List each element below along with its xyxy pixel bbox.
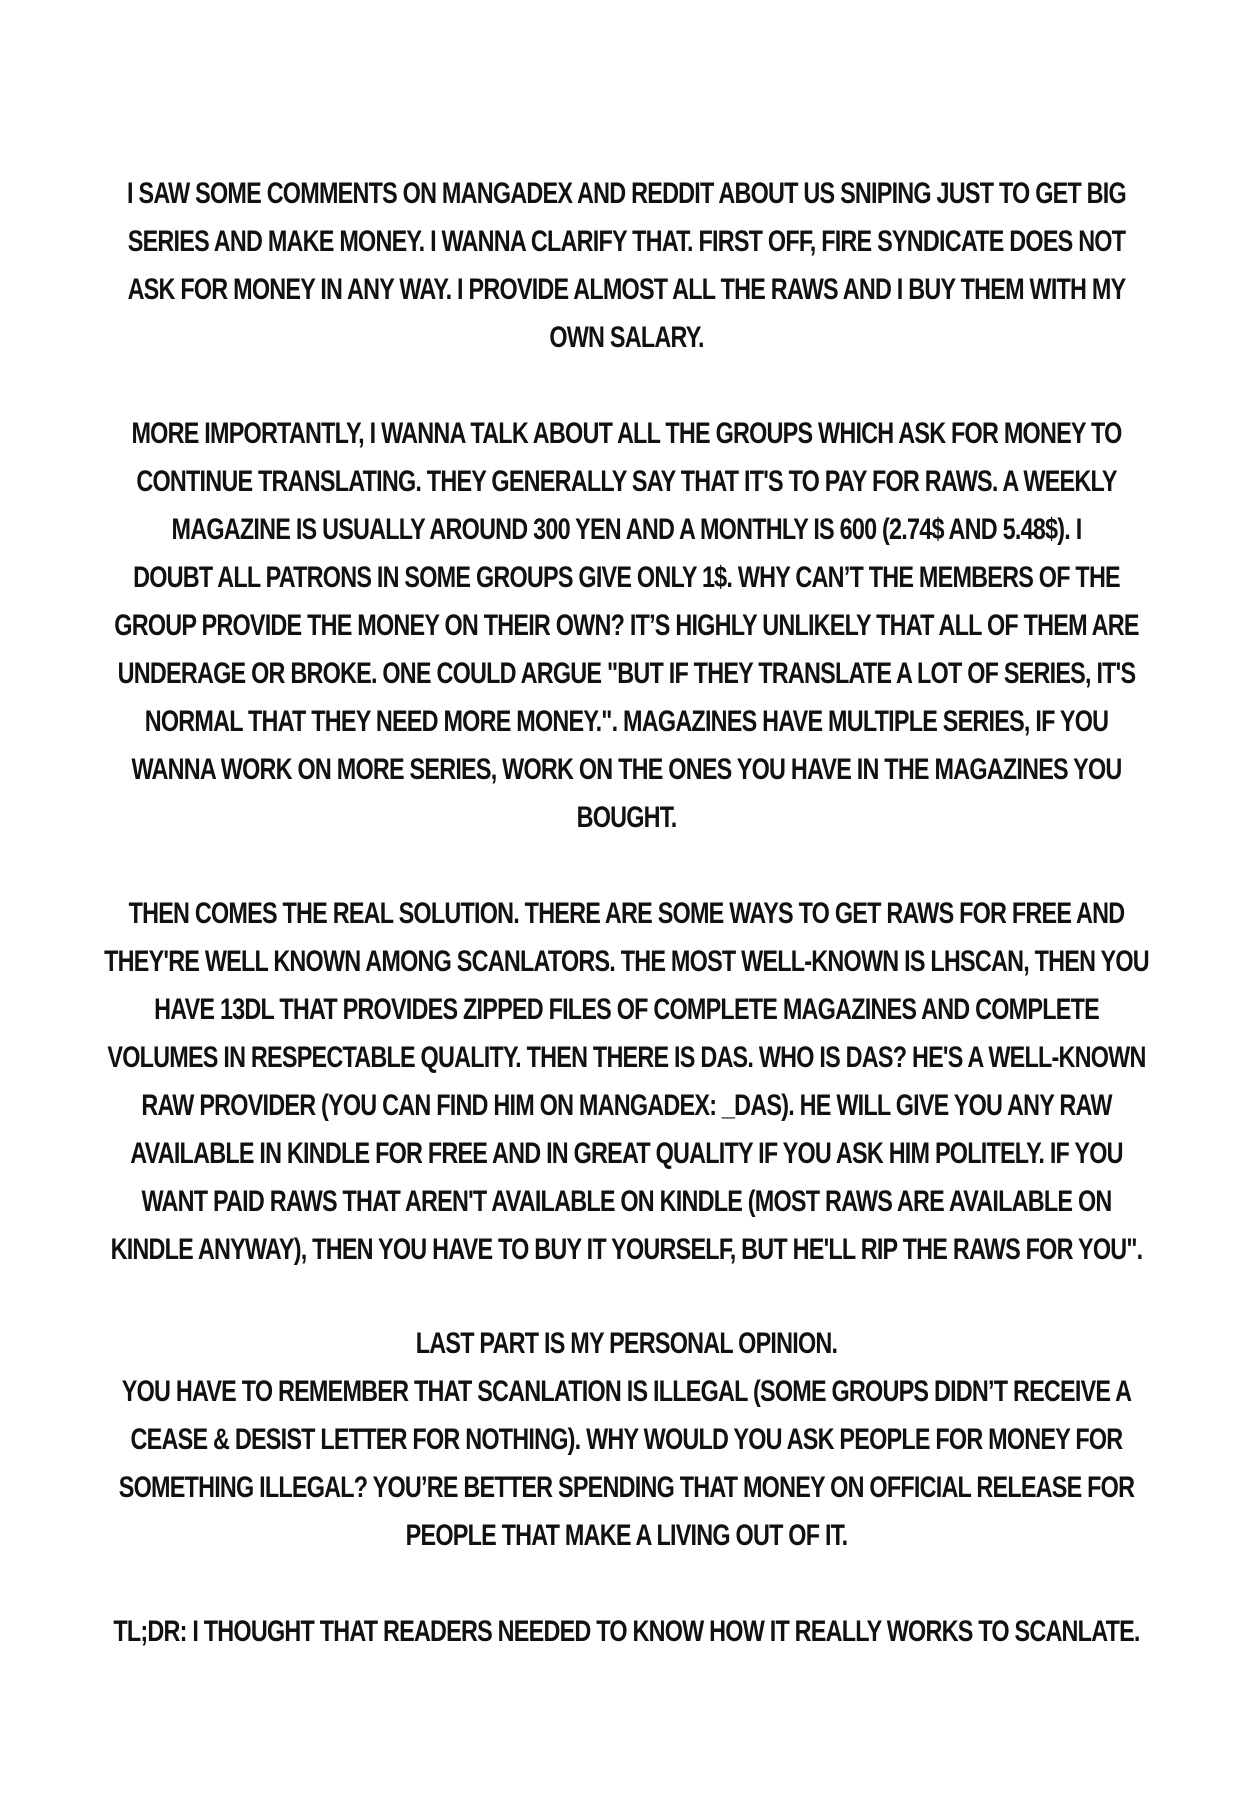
text-line: TL;DR: I THOUGHT THAT READERS NEEDED TO KNOW HOW IT REALLY WORKS TO SCANLATE. xyxy=(113,1615,1140,1648)
text-line: GROUP PROVIDE THE MONEY ON THEIR OWN? IT’S HIGHLY UNLIKELY THAT ALL OF THEM ARE xyxy=(114,609,1139,642)
text-line: CEASE & DESIST LETTER FOR NOTHING). WHY WOULD YOU ASK PEOPLE FOR MONEY FOR xyxy=(130,1423,1123,1456)
text-line: KINDLE ANYWAY), THEN YOU HAVE TO BUY IT YOURSELF, BUT HE'LL RIP THE RAWS FOR YOU". xyxy=(110,1233,1143,1266)
text-line: WANT PAID RAWS THAT AREN'T AVAILABLE ON KINDLE (MOST RAWS ARE AVAILABLE ON xyxy=(141,1185,1112,1218)
text-line: VOLUMES IN RESPECTABLE QUALITY. THEN THERE IS DAS. WHO IS DAS? HE'S A WELL-KNOWN xyxy=(107,1041,1146,1074)
text-line: ASK FOR MONEY IN ANY WAY. I PROVIDE ALMOST ALL THE RAWS AND I BUY THEM WITH MY xyxy=(127,273,1126,306)
paragraph-4 xyxy=(91,1320,1162,1560)
text-line: LAST PART IS MY PERSONAL OPINION. xyxy=(415,1327,838,1360)
text-line: MORE IMPORTANTLY, I WANNA TALK ABOUT ALL THE GROUPS WHICH ASK FOR MONEY TO xyxy=(131,417,1122,450)
text-line: HAVE 13DL THAT PROVIDES ZIPPED FILES OF COMPLETE MAGAZINES AND COMPLETE xyxy=(154,993,1099,1026)
text-line: I SAW SOME COMMENTS ON MANGADEX AND REDDIT ABOUT US SNIPING JUST TO GET BIG xyxy=(127,177,1126,210)
text-line: NORMAL THAT THEY NEED MORE MONEY.". MAGAZINES HAVE MULTIPLE SERIES, IF YOU xyxy=(144,705,1109,738)
text-line: DOUBT ALL PATRONS IN SOME GROUPS GIVE ONLY 1$. WHY CAN’T THE MEMBERS OF THE xyxy=(133,561,1120,594)
text-line: WANNA WORK ON MORE SERIES, WORK ON THE ONES YOU HAVE IN THE MAGAZINES YOU xyxy=(131,753,1122,786)
text-line: CONTINUE TRANSLATING. THEY GENERALLY SAY THAT IT'S TO PAY FOR RAWS. A WEEKLY xyxy=(136,465,1117,498)
paragraph-tldr xyxy=(91,1608,1162,1656)
text-line: PEOPLE THAT MAKE A LIVING OUT OF IT. xyxy=(405,1519,848,1552)
text-line: THEN COMES THE REAL SOLUTION. THERE ARE SOME WAYS TO GET RAWS FOR FREE AND xyxy=(128,897,1125,930)
text-line: THEY'RE WELL KNOWN AMONG SCANLATORS. THE MOST WELL-KNOWN IS LHSCAN, THEN YOU xyxy=(104,945,1149,978)
text-line: AVAILABLE IN KINDLE FOR FREE AND IN GREAT QUALITY IF YOU ASK HIM POLITELY. IF YOU xyxy=(130,1137,1123,1170)
paragraph-1 xyxy=(91,170,1162,362)
text-line: UNDERAGE OR BROKE. ONE COULD ARGUE "BUT IF THEY TRANSLATE A LOT OF SERIES, IT'S xyxy=(117,657,1136,690)
text-line: SOMETHING ILLEGAL? YOU’RE BETTER SPENDING THAT MONEY ON OFFICIAL RELEASE FOR xyxy=(118,1471,1135,1504)
text-line: OWN SALARY. xyxy=(549,321,704,354)
text-line: MAGAZINE IS USUALLY AROUND 300 YEN AND A MONTHLY IS 600 (2.74$ AND 5.48$). I xyxy=(171,513,1082,546)
text-line: BOUGHT. xyxy=(576,801,677,834)
paragraph-2 xyxy=(91,410,1162,842)
text-line: SERIES AND MAKE MONEY. I WANNA CLARIFY THAT. FIRST OFF, FIRE SYNDICATE DOES NOT xyxy=(127,225,1126,258)
text-line: YOU HAVE TO REMEMBER THAT SCANLATION IS ILLEGAL (SOME GROUPS DIDN’T RECEIVE A xyxy=(121,1375,1132,1408)
paragraph-3 xyxy=(91,890,1162,1274)
text-line: RAW PROVIDER (YOU CAN FIND HIM ON MANGADEX: _DAS). HE WILL GIVE YOU ANY RAW xyxy=(141,1089,1112,1122)
